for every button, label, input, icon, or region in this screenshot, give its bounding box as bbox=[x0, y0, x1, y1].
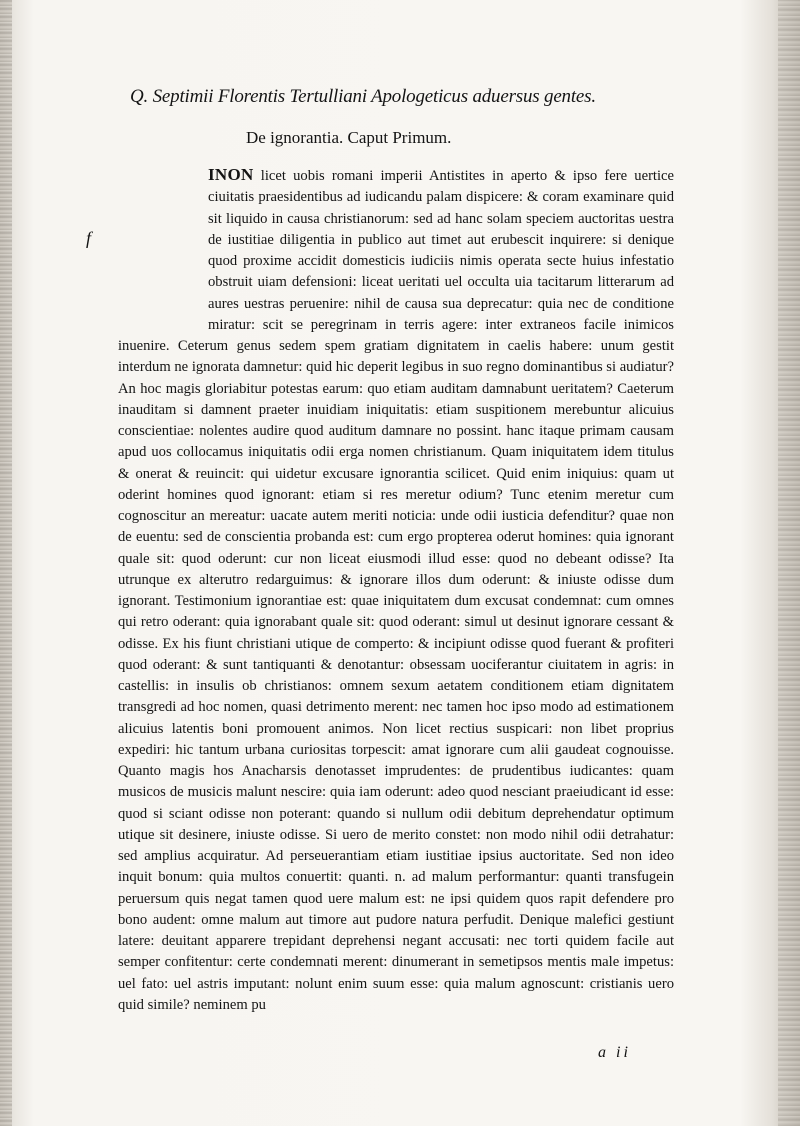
marginal-annotation: f bbox=[86, 228, 92, 248]
page-edge-left bbox=[0, 0, 12, 1126]
initial-capital-space bbox=[118, 164, 208, 334]
running-title: Q. Septimii Florentis Tertulliani Apologeticus aduersus gentes. bbox=[130, 86, 596, 107]
opening-word: INON bbox=[208, 165, 254, 184]
page-edge-right bbox=[778, 0, 800, 1126]
chapter-title: De ignorantia. Caput Primum. bbox=[246, 128, 452, 147]
body-paragraph: licet uobis romani imperii Antistites in aperto & ipso fere uertice ciuitatis praesidentibus ad iudicandu palam dispicere: & coram examinare quid sit liquido in causa christianorum: sed ad hanc solam speciem auctoritas uestra de iustitiae diligentia in publico aut timet aut erubescit inquirere: si denique quod proxime accidit domesticis iudiciis nimis operata secte huius infestatio obstruit uiam defensioni: liceat ueritati uel occulta uia tacitarum litterarum ad aures uestras peruenire: nihil de causa sua deprecatur: quia nec de conditione miratur: scit se peregrinam in terris agere: inter extraneos facile inimicos inuenire. Ceterum genus sedem spem gratiam dignitatem in caelis habere: unum gestit interdum ne ignorata damnetur: quid hic deperit legibus in suo regno dominantibus si audiatur? An hoc magis gloriabitur potestas earum: quo etiam auditam damnabunt ueritatem? Caeterum inauditam si damnent praeter inuidiam iniquitatis: etiam suspitionem merebuntur alicuius conscientiae: nolentes audire quod auditum damnare no possint. hanc itaque primam causam apud uos collocamus iniquitatis odii erga nomen christianum. Quam iniquitatem idem titulus & onerat & reuincit: qui uidetur excusare ignorantia scilicet. Quid enim iniquius: quam ut oderint homines quod ignorant: etiam si res meretur odium? Tunc etenim meretur cum cognoscitur an mereatur: uacate autem meriti noticia: unde odii iusticia defenditur? quae non de euentu: sed de conscientia probanda est: cum ergo propterea oderut homines: quia ignorant quale sit: quod oderunt: cur non liceat eiusmodi illud esse: quod no debeant odisse? Ita utrunque ex alterutro redarguimus: & ignorare illos dum oderunt: & iniuste odisse dum ignorant. Testimonium ignorantiae est: quae iniquitatem dum excusat condemnat: cum omnes qui retro oderant: quia ignorabant quale sit: quod oderant: simul ut desinut ignorare cessant & odisse. Ex his fiunt christiani utique de comperto: & incipiunt odisse quod fuerant & profiteri quod oderant: & sunt tantiquanti & denotantur: obsessam uociferantur ciuitatem in agris: in castellis: in insulis ob christianos: omnem sexum aetatem conditionem etiam dignitatem transgredi ad hoc nomen, quasi detrimento merent: nec tamen hoc ipso modo ad estimationem alicuius latentis boni promouent animos. Non licet rectius suspicari: non libet proprius expediri: hic tantum urbana curiositas torpescit: amat ignorare cum alii gaudeat cognouisse. Quanto magis hos Anacharsis denotasset imprudentes: de prudentibus iudicantes: quam musicos de musicis malunt nescire: quia iam oderunt: adeo quod nesciant praeiudicant id esse: quod si sciant odisse non poterant: quando si nullum odii debitum deprehendatur optimum utique sit desinere, iniuste odisse. Si uero de merito constet: non modo nihil odii detrahatur: sed amplius acquiratur. Ad perseuerantiam etiam iustitiae ipsius auctoritate. Sed non ideo inquit bonum: quia multos conuertit: quanti. n. ad malum performantur: quanti transfugein peruersum quis negat tamen quod uere malum est: ne ipsi quidem quos rapit defendere pro bono audent: omne malum aut timore aut pudore natura perfudit. Denique malefici gestiunt latere: deuitant apparere trepidant deprehensi negant accusati: nec torti quidem facile aut semper confitentur: certe condemnati merent: dinumerant in semetipsos mentis male impetus: uel fato: uel astris imputant: nolunt enim suum esse: quia malum agnoscunt: cristianis uero quid simile? neminem pu bbox=[118, 168, 674, 1013]
signature-mark: a ii bbox=[598, 1044, 631, 1061]
body-text-block bbox=[118, 164, 674, 1016]
